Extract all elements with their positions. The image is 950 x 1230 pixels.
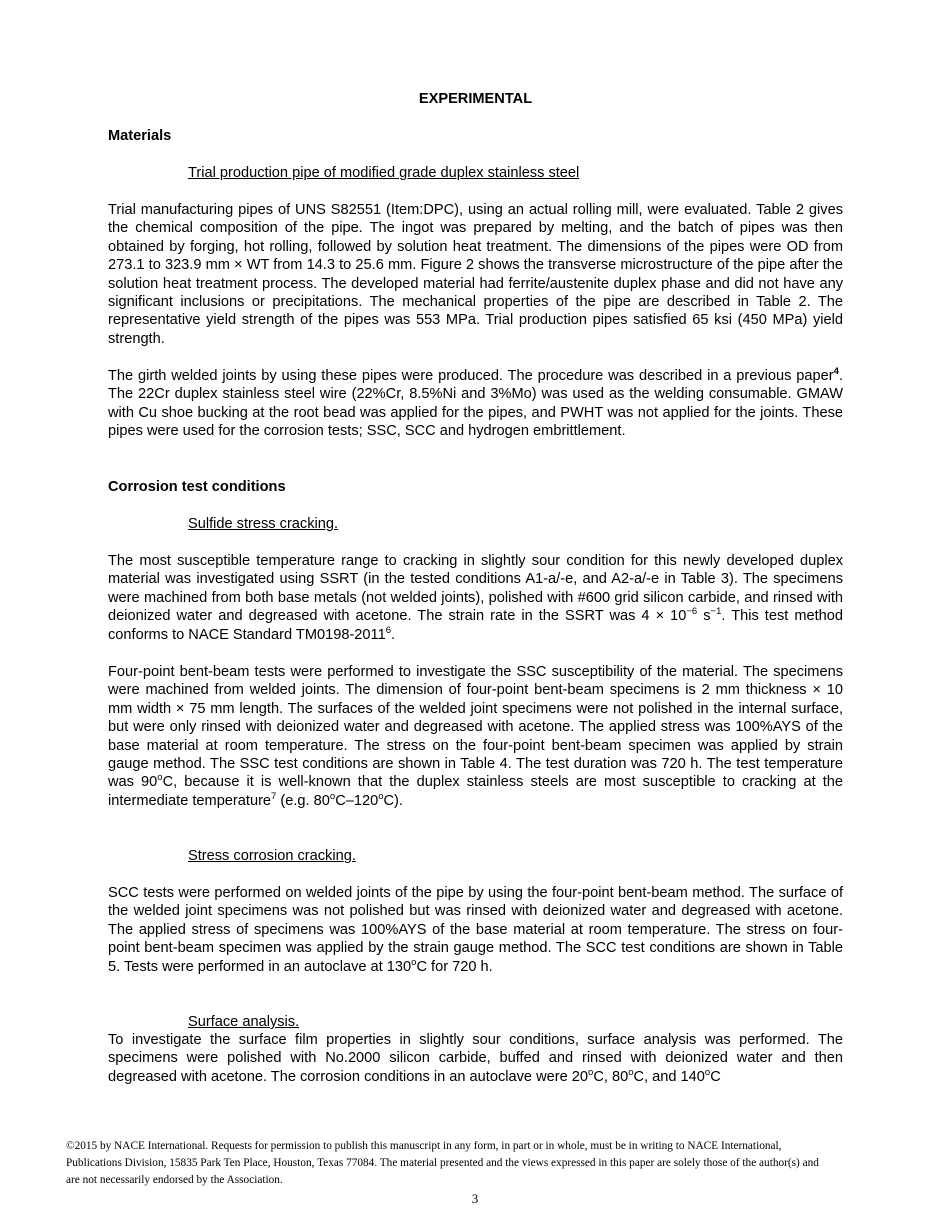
materials-subheading: Trial production pipe of modified grade duplex stainless steel	[188, 165, 580, 181]
scc-subheading: Stress corrosion cracking.	[188, 848, 356, 864]
scc-paragraph: SCC tests were performed on welded joints of the pipe by using the four-point bent-beam method. The surface of the welded joint specimens was not polished but was rinsed with deionized water and degreased with acetone. The applied stress of specimens was 100%AYS of the base material at room temperature. The stress on four-point bent-beam specimen was applied by the strain gauge method. The SCC test conditions are shown in Table 5. Tests were performed in an autoclave at 130$^o$C for 720 h.	[108, 885, 843, 975]
ssc-paragraph-1: The most susceptible temperature range to cracking in slightly sour condition for this newly developed duplex material was investigated using SSRT (in the tested conditions A1-a/-e, and A2-a/-e in Table 3). The specimens were machined from both base metals (not welded joints), polished with #600 grid silicon carbide, and rinsed with deionized water and degreased with acetone. The strain rate in the SSRT was $4 \times 10^{-6}$ $s^{-1}$. This test method conforms to NACE Standard TM0198-2011$^6$.	[108, 553, 844, 643]
materials-paragraph-1: Trial manufacturing pipes of UNS S82551 (Item:DPC), using an actual rolling mill, were evaluated. Table 2 gives the chemical composition of the pipe. The ingot was prepared by melting, and the batch of pipes was then obtained by forging, hot rolling, followed by solution heat treatment. The dimensions of the pipes were OD from 273.1 to 323.9 mm × WT from 14.3 to 25.6 mm. Figure 2 shows the transverse microstructure of the pipe after the solution heat treatment process. The developed material had ferrite/austenite duplex phase and did not have any significant inclusions or precipitations. The mechanical properties of the pipe are described in Table 2. The representative yield strength of the pipes was 553 MPa. Trial production pipes satisfied 65 ksi (450 MPa) yield strength.	[108, 202, 843, 347]
page-number: 3	[471, 1191, 479, 1206]
section-title: EXPERIMENTAL	[418, 91, 533, 107]
corrosion-heading: Corrosion test conditions	[108, 479, 286, 495]
reference-7: 7	[271, 790, 277, 802]
copyright-footer: ©2015 by NACE International. Requests for permission to publish this manuscript in any form, in part or in whole, must be in writing to NACE International, Publications Division, 15835 Park Ten Place, Houston, Texas 77084. The material presented and the views expressed in this paper are solely those of the author(s) and are not necessarily endorsed by the Association.	[66, 1140, 819, 1186]
ssc-paragraph-2: Four-point bent-beam tests were performed to investigate the SSC susceptibility of the material. The specimens were machined from welded joints. The dimension of four-point bent-beam specimens is 2 mm thickness × 10 mm width × 75 mm length. The surfaces of the welded joint specimens were not polished in the internal surface, but were only rinsed with deionized water and degreased with acetone. The applied stress was 100%AYS of the base material at room temperature. The stress on the four-point bent-beam specimen was applied by strain gauge method. The SSC test conditions are shown in Table 4. The test duration was 720 h. The test temperature was 90$^o$C, because it is well-known that the duplex stainless steels are most susceptible to cracking at the intermediate temperature$^7$ (e.g. 80$^o$C–120$^o$C).	[108, 664, 843, 809]
ssc-subheading: Sulfide stress cracking.	[188, 516, 339, 532]
reference-4: 4	[833, 366, 839, 378]
reference-6: 6	[385, 624, 391, 636]
materials-heading: Materials	[108, 128, 172, 144]
surface-analysis-paragraph: To investigate the surface film properties in slightly sour conditions, surface analysis was performed. The specimens were polished with No.2000 silicon carbide, buffed and rinsed with deionized water and then degreased with acetone. The corrosion conditions in an autoclave were 20$^o$C, 80$^o$C, and 140$^o$C	[108, 1032, 843, 1085]
surface-analysis-subheading: Surface analysis.	[188, 1014, 300, 1030]
materials-paragraph-2: The girth welded joints by using these pipes were produced. The procedure was described in a previous paper$^4$. The 22Cr duplex stainless steel wire (22%Cr, 8.5%Ni and 3%Mo) was used as the welding consumable. GMAW with Cu shoe bucking at the root bead was applied for the pipes, and PWHT was not applied for the joints. These pipes were used for the corrosion tests; SSC, SCC and hydrogen embrittlement.	[108, 366, 843, 440]
